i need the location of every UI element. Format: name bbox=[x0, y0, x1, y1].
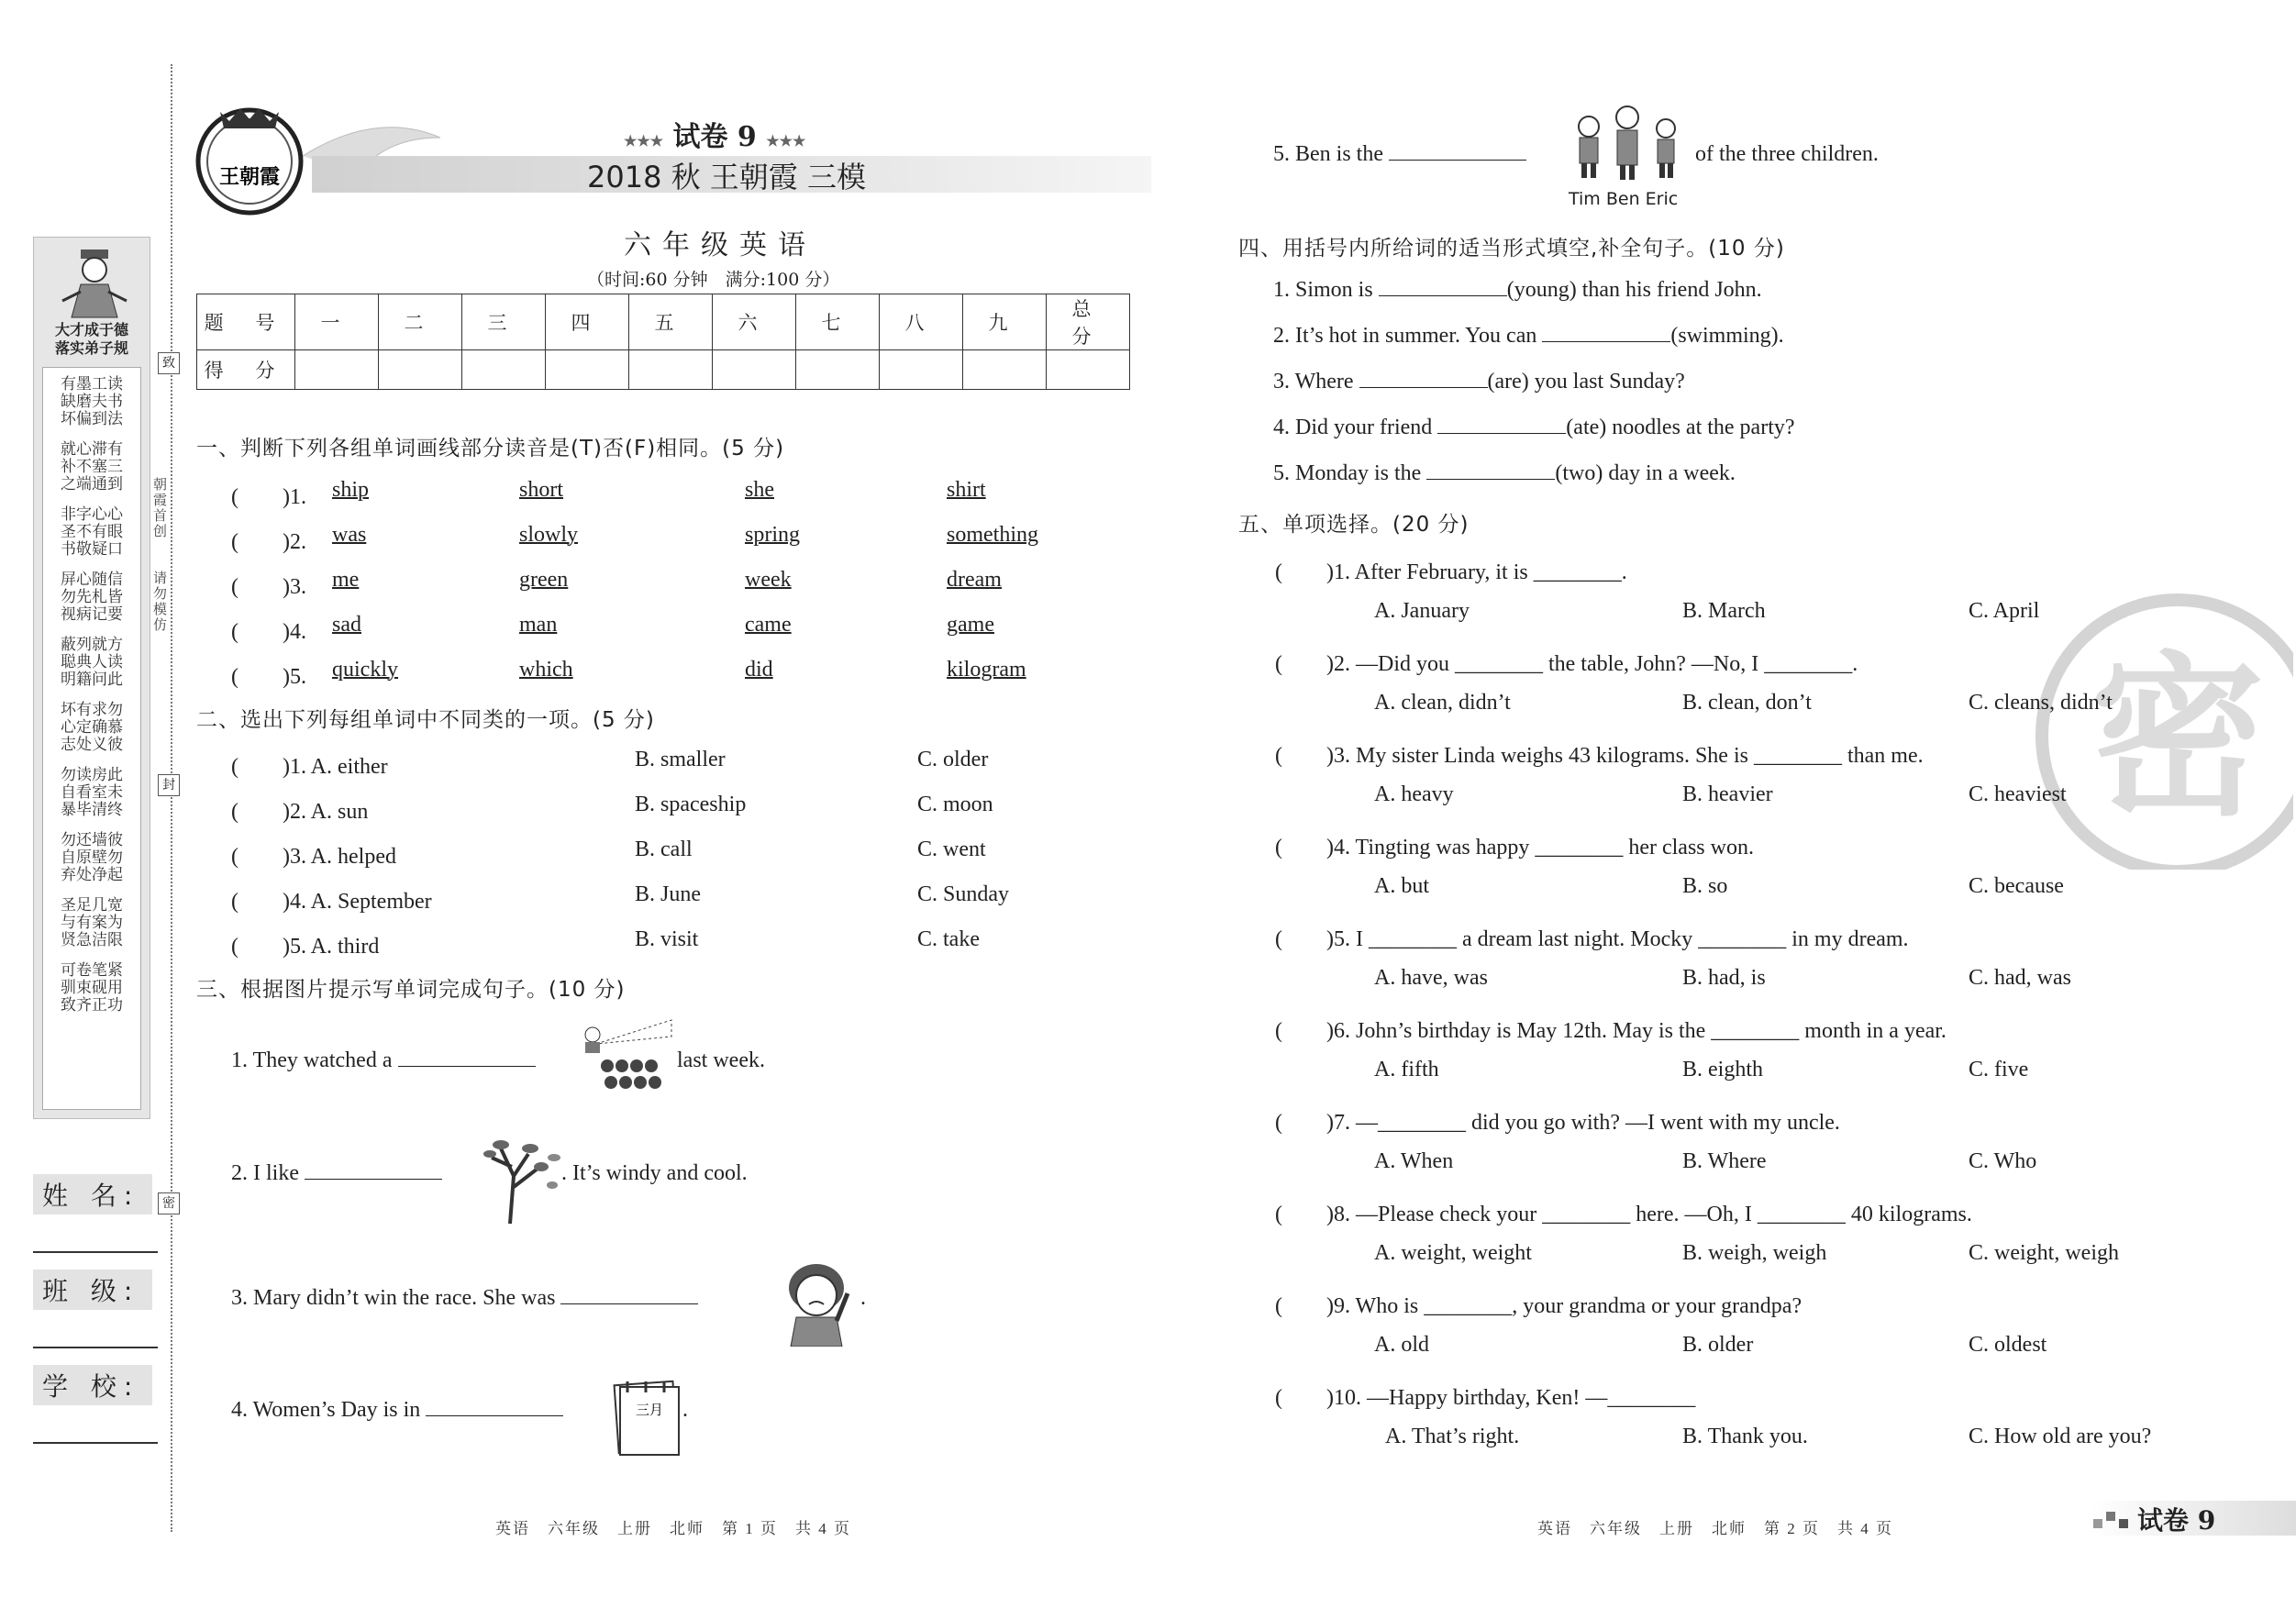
section4-item: 1. Simon is (young) than his friend John. bbox=[1273, 278, 1762, 302]
section3-item: 2. I like bbox=[231, 1161, 442, 1186]
scholar-figure-icon bbox=[53, 246, 136, 319]
word: quickly bbox=[332, 658, 398, 682]
answer-blank[interactable] bbox=[1542, 340, 1670, 342]
exam-meta: （时间:60 分钟 满分:100 分） bbox=[587, 270, 840, 290]
word: slowly bbox=[519, 523, 579, 547]
answer-blank[interactable] bbox=[1379, 294, 1507, 296]
maxim-group: 非字心心 圣不有眼 书敬疑口 bbox=[61, 505, 123, 559]
word: spring bbox=[745, 523, 800, 547]
corner-dots-icon bbox=[2093, 1508, 2130, 1530]
footer-corner-label: 试卷 9 bbox=[2137, 1505, 2216, 1536]
question: ( )8. —Please check your ________ here. —Oh, I ________ 40 kilograms. bbox=[1275, 1203, 1972, 1226]
class-label: 班 级: bbox=[33, 1270, 152, 1310]
maxim-group: 坏有求勿 心定确慕 志处义彼 bbox=[61, 701, 123, 754]
score-cell: 九 bbox=[963, 294, 1047, 350]
question: ( )1. After February, it is ________. bbox=[1275, 560, 1627, 584]
option-c[interactable]: C. weight, weigh bbox=[1969, 1241, 2119, 1265]
word: ship bbox=[332, 478, 370, 502]
watermark-text: 密 bbox=[2090, 637, 2266, 839]
score-cell: 总 分 bbox=[1047, 294, 1130, 350]
score-input-cell[interactable] bbox=[880, 350, 963, 390]
score-cell: 八 bbox=[880, 294, 963, 350]
section1-item[interactable]: ( )2. bbox=[231, 530, 306, 554]
seal-mid: 封 bbox=[158, 774, 180, 796]
option-c[interactable]: C. went bbox=[917, 837, 986, 861]
section4-item: 4. Did your friend (ate) noodles at the party? bbox=[1273, 416, 1795, 439]
subject-title: 六年级英语 bbox=[624, 229, 816, 261]
brand-note: 朝霞首创 bbox=[151, 477, 168, 539]
option-c[interactable]: C. heaviest bbox=[1969, 782, 2067, 806]
section4-title: 四、用括号内所给词的适当形式填空,补全句子。(10 分) bbox=[1238, 237, 1785, 261]
word: shirt bbox=[947, 478, 986, 502]
option-c[interactable]: C. Sunday bbox=[917, 882, 1010, 906]
score-input-cell[interactable] bbox=[546, 350, 629, 390]
section3-item: 5. Ben is the bbox=[1273, 142, 1526, 167]
option-b[interactable]: B. visit bbox=[635, 927, 699, 951]
score-cell: 六 bbox=[713, 294, 796, 350]
answer-blank[interactable] bbox=[305, 1178, 442, 1180]
score-cell: 一 bbox=[295, 294, 379, 350]
answer-blank[interactable] bbox=[1437, 432, 1566, 434]
section3-post: . bbox=[860, 1286, 866, 1310]
answer-blank[interactable] bbox=[398, 1065, 536, 1067]
option-b[interactable]: B. so bbox=[1682, 874, 1728, 898]
option-b[interactable]: B. older bbox=[1682, 1333, 1754, 1357]
question: ( )5. I ________ a dream last night. Mocky ________ in my dream. bbox=[1275, 927, 1909, 951]
watermark-seal-icon bbox=[2022, 580, 2293, 870]
option-b[interactable]: B. call bbox=[635, 837, 693, 861]
section4-item: 3. Where (are) you last Sunday? bbox=[1273, 370, 1685, 394]
school-input-line[interactable] bbox=[33, 1440, 158, 1444]
exam-title: 2018 秋 王朝霞 三模 bbox=[587, 160, 866, 194]
maxims-list bbox=[46, 376, 138, 1027]
option-b[interactable]: B. Where bbox=[1682, 1149, 1767, 1173]
option-b[interactable]: B. smaller bbox=[635, 748, 726, 771]
answer-blank[interactable] bbox=[1359, 386, 1488, 388]
maxim-group: 就心滞有 补不塞三 之端通到 bbox=[61, 440, 123, 494]
children-caption: Tim Ben Eric bbox=[1569, 189, 1679, 209]
option-c[interactable]: C. oldest bbox=[1969, 1333, 2047, 1357]
option-a[interactable]: A. have, was bbox=[1374, 966, 1488, 990]
section3-post: . bbox=[682, 1398, 688, 1422]
maxim-group: 勿还墙彼 自原壁勿 弃处净起 bbox=[61, 831, 123, 884]
score-table bbox=[196, 294, 1130, 390]
section1-item[interactable]: ( )5. bbox=[231, 665, 306, 689]
score-cell: 七 bbox=[796, 294, 880, 350]
question: ( )9. Who is ________, your grandma or your grandpa? bbox=[1275, 1294, 1802, 1318]
paper-number: ★★★ 试卷 9 ★★★ bbox=[624, 121, 806, 153]
footer-left: 英语 六年级 上册 北师 第 1 页 共 4 页 bbox=[495, 1520, 851, 1537]
calendar-month-text: 三月 bbox=[635, 1402, 664, 1418]
section4-item: 5. Monday is the (two) day in a week. bbox=[1273, 461, 1736, 485]
word: dream bbox=[947, 568, 1002, 592]
score-input-cell[interactable] bbox=[713, 350, 796, 390]
maxim-group: 可卷笔紧 驯束砚用 致齐正功 bbox=[61, 961, 123, 1015]
word: something bbox=[947, 523, 1038, 547]
option-c[interactable]: C. moon bbox=[917, 793, 993, 816]
section3-item: 1. They watched a bbox=[231, 1048, 536, 1073]
motto-line: 落实弟子规 bbox=[54, 339, 128, 357]
option-b[interactable]: B. clean, don’t bbox=[1682, 691, 1812, 715]
section3-title: 三、根据图片提示写单词完成句子。(10 分) bbox=[196, 978, 626, 1002]
copy-note: 请勿模仿 bbox=[151, 571, 168, 633]
section1-item[interactable]: ( )3. bbox=[231, 575, 306, 599]
word: green bbox=[519, 568, 569, 592]
score-table-score-row bbox=[197, 350, 1130, 390]
question: ( )10. —Happy birthday, Ken! —________ bbox=[1275, 1386, 1696, 1410]
option-a[interactable]: A. January bbox=[1374, 599, 1470, 623]
option-c[interactable]: C. because bbox=[1969, 874, 2064, 898]
maxim-group: 屏心随信 勿先札皆 视病记要 bbox=[61, 571, 123, 624]
option-c[interactable]: C. older bbox=[917, 748, 989, 771]
sad-girl-icon bbox=[778, 1257, 864, 1347]
score-cell: 得 分 bbox=[197, 350, 295, 390]
score-cell: 题 号 bbox=[197, 294, 295, 350]
section2-title: 二、选出下列每组单词中不同类的一项。(5 分) bbox=[196, 708, 655, 732]
maxim-group: 勿读房此 自看室未 暴毕清终 bbox=[61, 766, 123, 819]
question: ( )7. —________ did you go with? —I went with my uncle. bbox=[1275, 1111, 1840, 1135]
score-cell: 五 bbox=[629, 294, 713, 350]
section2-item[interactable]: ( )4. A. September bbox=[231, 890, 432, 914]
word: kilogram bbox=[947, 658, 1026, 682]
section1-item[interactable]: ( )1. bbox=[231, 485, 306, 509]
section3-post: . It’s windy and cool. bbox=[561, 1161, 748, 1185]
section1-item[interactable]: ( )4. bbox=[231, 620, 306, 644]
motto-line: 大才成于德 bbox=[54, 321, 128, 338]
option-a[interactable]: A. fifth bbox=[1374, 1058, 1439, 1081]
score-input-cell[interactable] bbox=[379, 350, 462, 390]
word: she bbox=[745, 478, 774, 502]
calendar-icon bbox=[609, 1374, 686, 1458]
option-c[interactable]: C. Who bbox=[1969, 1149, 2037, 1173]
film-icon bbox=[580, 1016, 675, 1101]
section4-item: 2. It’s hot in summer. You can (swimming). bbox=[1273, 324, 1784, 348]
option-a[interactable]: A. old bbox=[1374, 1333, 1429, 1357]
footer-right: 英语 六年级 上册 北师 第 2 页 共 4 页 bbox=[1537, 1520, 1893, 1537]
option-a[interactable]: A. but bbox=[1374, 874, 1429, 898]
answer-blank[interactable] bbox=[1389, 159, 1526, 161]
section2-item[interactable]: ( )5. A. third bbox=[231, 935, 380, 959]
section2-item[interactable]: ( )1. A. either bbox=[231, 755, 388, 779]
section3-post: of the three children. bbox=[1695, 142, 1879, 166]
answer-blank[interactable] bbox=[1426, 478, 1555, 480]
word: game bbox=[947, 613, 994, 637]
autumn-tree-icon bbox=[464, 1121, 567, 1225]
score-input-cell[interactable] bbox=[295, 350, 379, 390]
section3-item: 4. Women’s Day is in bbox=[231, 1398, 563, 1423]
option-c[interactable]: C. take bbox=[917, 927, 980, 951]
three-children-icon bbox=[1567, 103, 1688, 185]
section3-item: 3. Mary didn’t win the race. She was bbox=[231, 1286, 698, 1311]
option-c[interactable]: C. five bbox=[1969, 1058, 2029, 1081]
option-c[interactable]: C. had, was bbox=[1969, 966, 2071, 990]
option-a[interactable]: A. weight, weight bbox=[1374, 1241, 1532, 1265]
section5-title: 五、单项选择。(20 分) bbox=[1238, 513, 1470, 537]
word: came bbox=[745, 613, 792, 637]
option-a[interactable]: A. When bbox=[1374, 1149, 1454, 1173]
question: ( )4. Tingting was happy ________ her class won. bbox=[1275, 836, 1754, 859]
section3-post: last week. bbox=[677, 1048, 765, 1072]
sidebar-motto bbox=[40, 321, 143, 358]
name-input-line[interactable] bbox=[33, 1249, 158, 1253]
score-input-cell[interactable] bbox=[462, 350, 546, 390]
option-b[interactable]: B. had, is bbox=[1682, 966, 1766, 990]
school-label: 学 校: bbox=[33, 1365, 152, 1405]
score-table-header-row bbox=[197, 294, 1130, 350]
score-input-cell[interactable] bbox=[796, 350, 880, 390]
word: week bbox=[745, 568, 792, 592]
section1-title: 一、判断下列各组单词画线部分读音是(T)否(F)相同。(5 分) bbox=[196, 437, 785, 460]
seal-top: 致 bbox=[158, 352, 180, 374]
option-b[interactable]: B. Thank you. bbox=[1682, 1425, 1808, 1448]
option-c[interactable]: C. April bbox=[1969, 599, 2040, 623]
score-cell: 三 bbox=[462, 294, 546, 350]
maxim-group: 蔽列就方 聪典人读 明籍问此 bbox=[61, 636, 123, 689]
maxim-group: 有墨工读 缺磨夫书 坏偏到法 bbox=[61, 375, 123, 428]
option-b[interactable]: B. eighth bbox=[1682, 1058, 1763, 1081]
question: ( )3. My sister Linda weighs 43 kilograms. She is ________ than me. bbox=[1275, 744, 1924, 768]
word: was bbox=[332, 523, 367, 547]
word: short bbox=[519, 478, 563, 502]
section2-item[interactable]: ( )3. A. helped bbox=[231, 845, 396, 869]
score-input-cell[interactable] bbox=[629, 350, 713, 390]
option-b[interactable]: B. spaceship bbox=[635, 793, 747, 816]
word: me bbox=[332, 568, 360, 592]
option-c[interactable]: C. How old are you? bbox=[1969, 1425, 2152, 1448]
binding-line bbox=[171, 64, 172, 1532]
word: man bbox=[519, 613, 558, 637]
word: did bbox=[745, 658, 773, 682]
name-label: 姓 名: bbox=[33, 1174, 152, 1214]
logo-text: 王朝霞 bbox=[218, 165, 281, 189]
option-a[interactable]: A. heavy bbox=[1374, 782, 1454, 806]
option-b[interactable]: B. weigh, weigh bbox=[1682, 1241, 1827, 1265]
word: which bbox=[519, 658, 573, 682]
score-input-cell[interactable] bbox=[1047, 350, 1130, 390]
option-c[interactable]: C. cleans, didn’t bbox=[1969, 691, 2113, 715]
option-a[interactable]: A. clean, didn’t bbox=[1374, 691, 1511, 715]
section2-item[interactable]: ( )2. A. sun bbox=[231, 800, 369, 824]
maxim-group: 圣足几宽 与有案为 贤急洁限 bbox=[61, 896, 123, 949]
score-cell: 四 bbox=[546, 294, 629, 350]
word: sad bbox=[332, 613, 361, 637]
seal-bottom: 密 bbox=[158, 1192, 180, 1214]
question: ( )2. —Did you ________ the table, John? —No, I ________. bbox=[1275, 652, 1858, 676]
score-cell: 二 bbox=[379, 294, 462, 350]
option-b[interactable]: B. heavier bbox=[1682, 782, 1773, 806]
answer-blank[interactable] bbox=[426, 1414, 563, 1416]
option-b[interactable]: B. March bbox=[1682, 599, 1766, 623]
answer-blank[interactable] bbox=[560, 1303, 698, 1304]
question: ( )6. John’s birthday is May 12th. May is the ________ month in a year. bbox=[1275, 1019, 1947, 1043]
option-b[interactable]: B. June bbox=[635, 882, 701, 906]
score-input-cell[interactable] bbox=[963, 350, 1047, 390]
option-a[interactable]: A. That’s right. bbox=[1385, 1425, 1520, 1448]
class-input-line[interactable] bbox=[33, 1345, 158, 1348]
